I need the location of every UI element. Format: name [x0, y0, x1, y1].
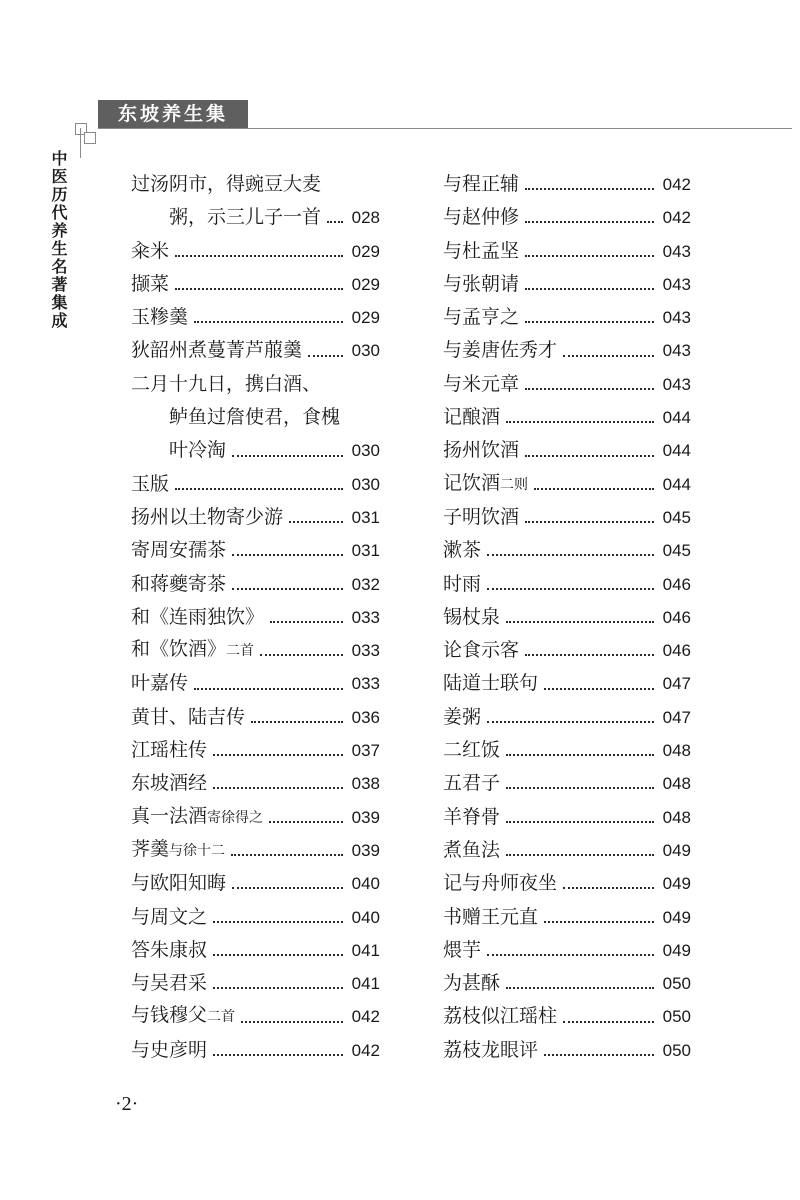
toc-entry-page: 045 [662, 541, 691, 561]
toc-entry-note: 二首 [207, 1009, 236, 1026]
dot-leader [269, 820, 343, 823]
toc-entry[interactable] [131, 901, 380, 934]
dot-leader [270, 620, 343, 623]
dot-leader [231, 853, 343, 856]
toc-entry-page: 042 [662, 175, 691, 194]
toc-entry-page: 028 [351, 208, 380, 228]
toc-entry-title: 东坡酒经 [131, 772, 208, 795]
toc-entry[interactable] [443, 168, 691, 201]
toc-entry-title: 和蒋夔寄茶 [131, 572, 227, 595]
toc-column-right [443, 168, 691, 1067]
toc-entry-title: 煮鱼法 [443, 838, 501, 861]
toc-entry-page: 045 [662, 507, 691, 527]
toc-entry-page: 049 [662, 874, 691, 894]
toc-entry-title: 书赠王元直 [443, 905, 539, 928]
toc-entry[interactable] [443, 201, 691, 234]
toc-entry-page: 030 [351, 474, 380, 494]
dot-leader [487, 720, 654, 723]
toc-entry-title: 煨芋 [443, 938, 482, 961]
toc-entry[interactable] [443, 701, 691, 734]
toc-entry[interactable] [131, 434, 380, 467]
dot-leader [232, 587, 343, 590]
dot-leader [194, 320, 343, 323]
dot-leader [308, 354, 343, 357]
toc-entry[interactable] [443, 468, 691, 501]
dot-leader [525, 320, 654, 323]
toc-entry-page: 029 [351, 241, 380, 261]
dot-leader [525, 187, 654, 190]
toc-entry-note: 二则 [500, 476, 529, 493]
toc-entry-page: 047 [662, 674, 691, 694]
dot-leader [506, 620, 654, 623]
toc-entry-page: 041 [351, 974, 380, 994]
side-rule [80, 128, 81, 158]
toc-entry[interactable] [131, 634, 380, 667]
toc-entry-page: 032 [351, 574, 380, 594]
toc-entry-title: 子明饮酒 [443, 505, 520, 528]
toc-entry-title: 玉糁羹 [131, 306, 189, 329]
dot-leader [506, 786, 654, 789]
toc-entry-page: 048 [662, 807, 691, 827]
toc-entry-page: 050 [662, 974, 691, 994]
toc-entry-note: 与徐十二 [169, 842, 226, 859]
dot-leader [213, 920, 343, 923]
toc-entry[interactable] [131, 767, 380, 800]
dot-leader [525, 220, 654, 223]
toc-entry[interactable] [131, 867, 380, 900]
toc-entry-page: 050 [662, 1007, 691, 1027]
toc-entry-page: 040 [351, 907, 380, 927]
toc-entry-page: 043 [662, 241, 691, 261]
dot-leader [289, 520, 343, 523]
toc-entry-page: 046 [662, 574, 691, 594]
toc-entry[interactable] [443, 1034, 691, 1067]
toc-entry-page: 044 [662, 441, 691, 461]
dot-leader [525, 254, 654, 257]
toc-entry-title: 与张朝请 [443, 272, 520, 295]
toc-entry-title: 寄周安孺茶 [131, 539, 227, 562]
toc-entry-page: 036 [351, 707, 380, 727]
toc-entry-page: 040 [351, 874, 380, 894]
toc-entry[interactable] [443, 934, 691, 967]
toc-entry[interactable] [131, 168, 380, 201]
toc-entry-page: 046 [662, 641, 691, 661]
dot-leader [563, 354, 654, 357]
toc-entry[interactable] [443, 1000, 691, 1033]
dot-leader [175, 254, 343, 257]
toc-entry[interactable] [443, 534, 691, 567]
toc-entry[interactable] [443, 634, 691, 667]
toc-entry-title: 荔枝似江瑶柱 [443, 1005, 558, 1028]
dot-leader [213, 953, 343, 956]
toc-entry[interactable] [443, 867, 691, 900]
toc-entry-title: 与孟亨之 [443, 306, 520, 329]
toc-entry[interactable] [131, 501, 380, 534]
dot-leader [525, 287, 654, 290]
dot-leader [213, 753, 343, 756]
dot-leader [563, 886, 654, 889]
toc-entry-title: 扬州以土物寄少游 [131, 505, 284, 528]
toc-entry[interactable] [131, 734, 380, 767]
dot-leader [175, 487, 343, 490]
toc-entry-page: 042 [351, 1040, 380, 1060]
toc-entry-page: 050 [662, 1040, 691, 1060]
toc-entry[interactable] [443, 901, 691, 934]
dot-leader [213, 986, 343, 989]
toc-entry-title: 玉版 [131, 472, 170, 495]
dot-leader [213, 786, 343, 789]
toc-entry-page: 043 [662, 374, 691, 394]
toc-entry-page: 049 [662, 940, 691, 960]
dot-leader [232, 454, 343, 457]
dot-leader [506, 853, 654, 856]
toc-entry-page: 030 [351, 441, 380, 461]
dot-leader [544, 687, 654, 690]
toc-entry-title: 撷菜 [131, 272, 170, 295]
toc-entry[interactable] [443, 301, 691, 334]
toc-entry-note: 二首 [226, 643, 255, 660]
toc-entry[interactable] [131, 334, 380, 367]
toc-entry-title: 五君子 [443, 772, 501, 795]
toc-entry[interactable] [131, 534, 380, 567]
toc-entry-page: 029 [351, 308, 380, 328]
dot-leader [487, 953, 654, 956]
toc-entry-title: 论食示客 [443, 639, 520, 662]
toc-entry-note: 寄徐得之 [207, 809, 264, 826]
toc-entry-page: 033 [351, 674, 380, 694]
toc-entry-title: 鲈鱼过詹使君，食槐 [169, 406, 341, 429]
toc-entry-title: 与周文之 [131, 905, 208, 928]
dot-leader [232, 553, 343, 556]
dot-leader [241, 1020, 343, 1023]
toc-entry-page: 042 [662, 208, 691, 228]
toc-entry-title: 二红饭 [443, 739, 501, 762]
dot-leader [534, 487, 654, 490]
toc-entry-page: 039 [351, 840, 380, 860]
toc-entry[interactable] [131, 667, 380, 700]
header-rule [98, 128, 792, 129]
toc-entry-page: 043 [662, 341, 691, 361]
toc-entry[interactable] [443, 834, 691, 867]
toc-entry-page: 033 [351, 607, 380, 627]
toc-entry-page: 047 [662, 707, 691, 727]
toc-entry-title: 漱茶 [443, 539, 482, 562]
dot-leader [525, 653, 654, 656]
toc-entry-title: 过汤阴市，得豌豆大麦 [131, 173, 322, 195]
toc-entry[interactable] [131, 268, 380, 301]
dot-leader [194, 687, 343, 690]
toc-entry[interactable] [131, 934, 380, 967]
toc-entry-title: 与米元章 [443, 372, 520, 395]
toc-entry-title: 与吴君采 [131, 972, 208, 995]
toc-entry[interactable] [443, 268, 691, 301]
toc-entry-title: 与程正辅 [443, 173, 520, 195]
toc-entry-title: 粥，示三儿子一首 [169, 206, 322, 229]
toc-entry[interactable] [443, 334, 691, 367]
toc-entry-title: 叶嘉传 [131, 672, 189, 695]
corner-ornament [84, 132, 96, 144]
toc-entry-title: 记与舟师夜坐 [443, 872, 558, 895]
toc-entry-page: 048 [662, 774, 691, 794]
toc-entry-page: 044 [662, 408, 691, 428]
toc-entry[interactable] [443, 368, 691, 401]
toc-entry-page: 049 [662, 840, 691, 860]
toc-entry[interactable] [131, 601, 380, 634]
toc-entry-page: 031 [351, 541, 380, 561]
dot-leader [327, 220, 343, 223]
toc-entry[interactable] [443, 967, 691, 1000]
toc-entry-page: 030 [351, 341, 380, 361]
toc-column-left [131, 168, 380, 1067]
toc-entry[interactable] [131, 1034, 380, 1067]
toc-entry-title: 与欧阳知晦 [131, 872, 227, 895]
toc-entry-title: 记饮酒二则 [443, 471, 529, 494]
toc-entry[interactable] [131, 301, 380, 334]
dot-leader [506, 420, 654, 423]
toc-entry-title: 答朱康叔 [131, 938, 208, 961]
toc-entry-page: 033 [351, 641, 380, 661]
toc-entry[interactable] [443, 401, 691, 434]
toc-entry-title: 和《连雨独饮》 [131, 605, 265, 628]
toc-entry-title: 和《饮酒》二首 [131, 638, 255, 661]
book-title-banner: 东坡养生集 [98, 100, 248, 129]
dot-leader [232, 886, 343, 889]
toc-entry-title: 黄甘、陆吉传 [131, 705, 246, 728]
toc-entry-title: 锡杖泉 [443, 605, 501, 628]
dot-leader [175, 287, 343, 290]
toc-entry-title: 与姜唐佐秀才 [443, 339, 558, 362]
toc-entry-title: 羊脊骨 [443, 805, 501, 828]
toc-entry-title: 姜粥 [443, 705, 482, 728]
dot-leader [544, 920, 654, 923]
toc-entry[interactable] [443, 501, 691, 534]
toc-entry-title: 与史彦明 [131, 1038, 208, 1061]
toc-entry-page: 046 [662, 607, 691, 627]
toc-entry-page: 043 [662, 308, 691, 328]
toc-entry-title: 叶冷淘 [169, 439, 227, 462]
toc-entry[interactable] [443, 734, 691, 767]
series-title: 中医历代养生名著集成 [49, 150, 68, 330]
toc-entry[interactable] [131, 201, 380, 234]
toc-entry[interactable] [131, 235, 380, 268]
dot-leader [544, 1053, 654, 1056]
dot-leader [525, 520, 654, 523]
toc-entry-title: 荠羹与徐十二 [131, 837, 226, 860]
toc-entry[interactable] [131, 701, 380, 734]
toc-entry-title: 与杜孟坚 [443, 239, 520, 262]
toc-entry-title: 荔枝龙眼评 [443, 1038, 539, 1061]
toc-entry-page: 041 [351, 940, 380, 960]
toc-entry-title: 记酿酒 [443, 406, 501, 429]
toc-entry-page: 031 [351, 507, 380, 527]
toc-entry-page: 037 [351, 741, 380, 761]
toc-entry[interactable] [443, 801, 691, 834]
toc-entry[interactable] [443, 767, 691, 800]
toc-entry[interactable] [443, 235, 691, 268]
toc-entry[interactable] [443, 434, 691, 467]
toc-entry-title: 扬州饮酒 [443, 439, 520, 462]
dot-leader [506, 820, 654, 823]
dot-leader [506, 986, 654, 989]
toc-entry[interactable] [131, 468, 380, 501]
toc-entry-page: 043 [662, 274, 691, 294]
toc-entry[interactable] [131, 568, 380, 601]
toc-entry[interactable] [443, 601, 691, 634]
toc-entry-title: 真一法酒寄徐得之 [131, 804, 264, 827]
toc-entry[interactable] [443, 568, 691, 601]
toc-entry-page: 039 [351, 807, 380, 827]
toc-entry[interactable] [443, 667, 691, 700]
toc-entry-title: 为甚酥 [443, 972, 501, 995]
toc-entry-title: 二月十九日，携白酒、 [131, 372, 322, 395]
dot-leader [525, 454, 654, 457]
toc-entry-title: 籴米 [131, 239, 170, 262]
dot-leader [487, 553, 654, 556]
dot-leader [487, 587, 654, 590]
dot-leader [260, 653, 343, 656]
dot-leader [213, 1053, 343, 1056]
toc-entry-title: 时雨 [443, 572, 482, 595]
dot-leader [506, 753, 654, 756]
toc-entry[interactable] [131, 967, 380, 1000]
toc-entry-title: 与钱穆父二首 [131, 1004, 236, 1027]
toc-entry-page: 038 [351, 774, 380, 794]
toc-entry-page: 029 [351, 274, 380, 294]
page-number: ·2· [115, 1093, 139, 1115]
toc-entry[interactable] [131, 801, 380, 834]
toc-entry-title: 狄韶州煮蔓菁芦菔羹 [131, 339, 303, 362]
toc-entry-title: 陆道士联句 [443, 672, 539, 695]
toc-entry[interactable] [131, 401, 380, 434]
dot-leader [251, 720, 343, 723]
toc-entry-title: 与赵仲修 [443, 206, 520, 229]
toc-entry[interactable] [131, 1000, 380, 1033]
toc-entry[interactable] [131, 368, 380, 401]
dot-leader [563, 1020, 654, 1023]
toc-entry-page: 049 [662, 907, 691, 927]
toc-entry-page: 048 [662, 741, 691, 761]
toc-entry-title: 江瑶柱传 [131, 739, 208, 762]
toc-entry-page: 042 [351, 1007, 380, 1027]
toc-entry-page: 044 [662, 474, 691, 494]
toc-entry[interactable] [131, 834, 380, 867]
dot-leader [525, 387, 654, 390]
